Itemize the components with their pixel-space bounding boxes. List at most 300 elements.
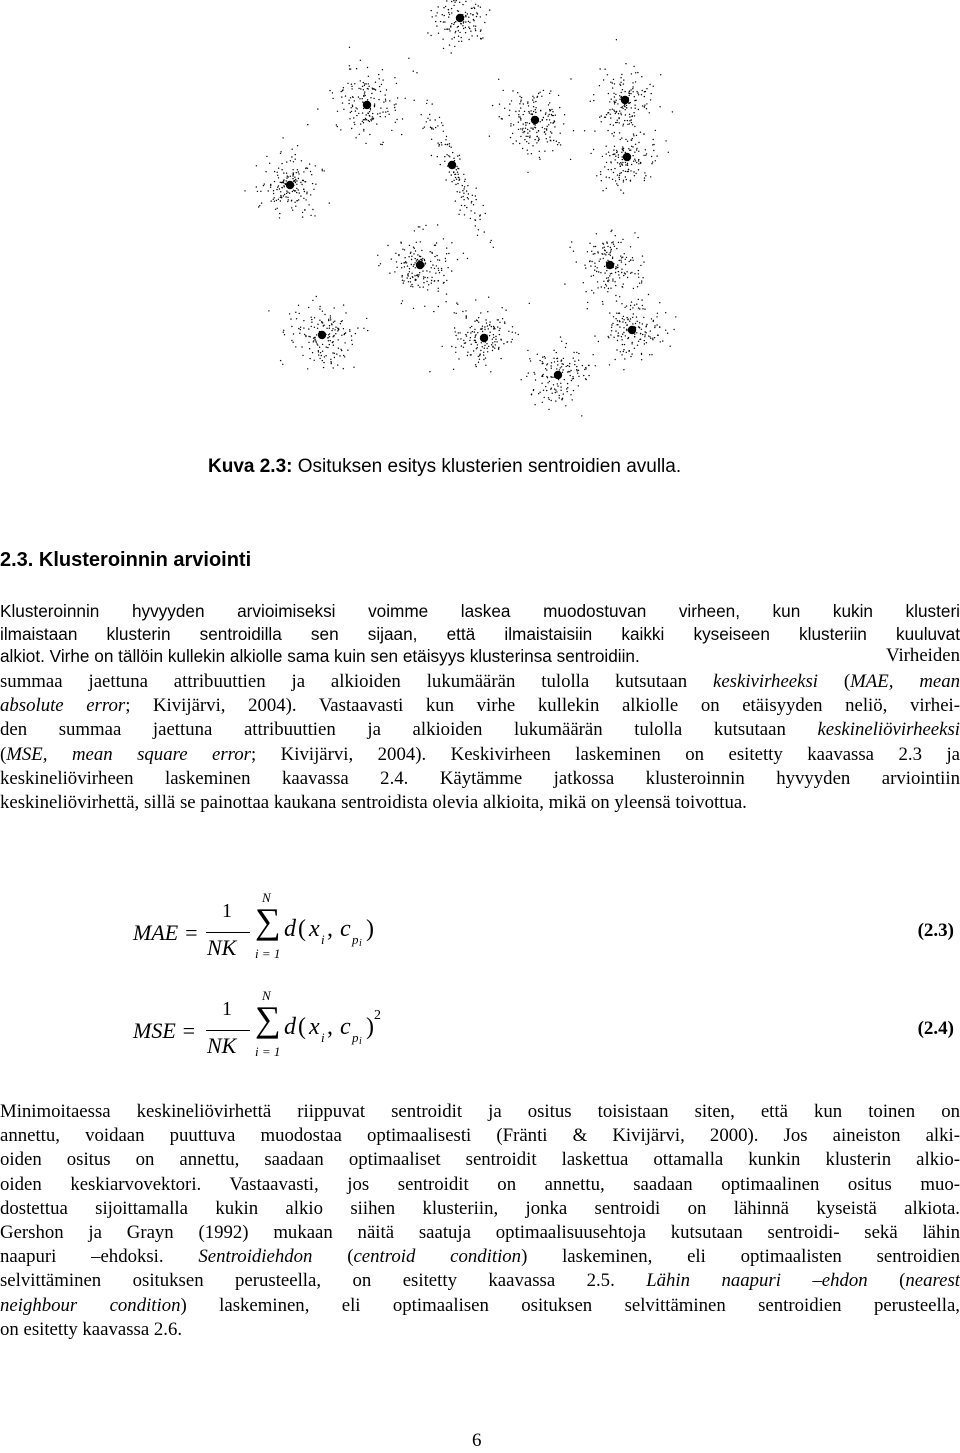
data-point	[611, 242, 612, 243]
data-point	[315, 340, 316, 341]
text-segment: on esitetty kaavassa 2.6.	[0, 1318, 183, 1340]
data-point	[650, 330, 651, 331]
data-point	[615, 266, 616, 267]
data-point	[456, 0, 457, 1]
equation-mse	[0, 988, 960, 1068]
data-point	[625, 335, 626, 336]
text-segment: annettu, voidaan puuttuva muodostaa optimaalisesti (Fränti & Kivijärvi, 2000). Jos aineiston alki-	[0, 1125, 960, 1147]
data-point	[499, 322, 500, 323]
data-point	[314, 339, 315, 340]
data-point	[431, 280, 432, 281]
data-point	[477, 13, 478, 14]
italic-text: centroid condition	[353, 1246, 522, 1268]
data-point	[642, 105, 643, 106]
data-point	[409, 245, 410, 246]
data-point	[403, 280, 404, 281]
data-point	[329, 344, 330, 345]
data-point	[367, 99, 368, 100]
data-point	[623, 83, 624, 84]
data-point	[465, 310, 466, 311]
data-point	[413, 253, 414, 254]
data-point	[626, 271, 627, 272]
data-point	[350, 68, 351, 69]
data-point	[597, 251, 598, 252]
data-point	[458, 358, 459, 359]
data-point	[638, 109, 639, 110]
data-point	[533, 372, 534, 373]
data-point	[352, 344, 353, 345]
data-point	[650, 338, 651, 339]
data-point	[635, 100, 636, 101]
data-point	[438, 145, 439, 146]
data-point	[608, 152, 609, 153]
data-point	[559, 395, 560, 396]
data-point	[532, 99, 533, 100]
data-point	[301, 184, 302, 185]
data-point	[349, 331, 350, 332]
paren-close: )	[366, 1014, 374, 1040]
data-point	[649, 336, 650, 337]
data-point	[621, 336, 622, 337]
data-point	[601, 115, 602, 116]
data-point	[380, 263, 381, 264]
data-point	[625, 109, 626, 110]
sum-lower: i = 1	[255, 946, 281, 961]
data-point	[466, 335, 467, 336]
data-point	[622, 344, 623, 345]
data-point	[485, 357, 486, 358]
data-point	[312, 209, 313, 210]
data-point	[608, 279, 609, 280]
data-point	[280, 153, 281, 154]
data-point	[600, 258, 601, 259]
data-point	[549, 381, 550, 382]
data-point	[529, 137, 530, 138]
data-point	[557, 144, 558, 145]
data-point	[595, 365, 596, 366]
data-point	[555, 389, 556, 390]
data-point	[589, 261, 590, 262]
data-point	[440, 164, 441, 165]
data-point	[548, 124, 549, 125]
data-point	[298, 178, 299, 179]
data-point	[495, 336, 496, 337]
data-point	[374, 106, 375, 107]
data-point	[651, 156, 652, 157]
data-point	[621, 107, 622, 108]
data-point	[465, 21, 466, 22]
data-point	[609, 155, 610, 156]
cluster	[590, 39, 674, 137]
data-point	[318, 351, 319, 352]
data-point	[617, 324, 618, 325]
data-point	[644, 334, 645, 335]
data-point	[380, 144, 381, 145]
data-point	[415, 267, 416, 268]
data-point	[523, 114, 524, 115]
data-point	[457, 172, 458, 173]
data-point	[606, 241, 607, 242]
data-point	[630, 93, 631, 94]
cluster	[429, 297, 530, 373]
data-point	[414, 230, 415, 231]
data-point	[566, 388, 567, 389]
data-point	[617, 264, 618, 265]
data-point	[634, 152, 635, 153]
text-segment: oiden keskiarvovektori. Vastaavasti, jos sentroidit on annettu, saadaan optimaalinen ositus muo-	[0, 1173, 960, 1195]
data-point	[606, 278, 607, 279]
data-point	[422, 128, 423, 129]
data-point	[593, 149, 594, 150]
data-point	[638, 277, 639, 278]
data-point	[642, 90, 643, 91]
data-point	[310, 215, 311, 216]
data-point	[470, 337, 471, 338]
data-point	[459, 32, 460, 33]
data-point	[655, 130, 656, 131]
data-point	[358, 96, 359, 97]
data-point	[617, 340, 618, 341]
data-point	[310, 336, 311, 337]
data-point	[281, 163, 282, 164]
data-point	[625, 259, 626, 260]
data-point	[382, 111, 383, 112]
data-point	[631, 353, 632, 354]
data-point	[612, 82, 613, 83]
data-point	[613, 135, 614, 136]
data-point	[526, 141, 527, 142]
data-point	[334, 321, 335, 322]
data-point	[404, 262, 405, 263]
data-point	[641, 282, 642, 283]
data-point	[337, 126, 338, 127]
data-point	[351, 107, 352, 108]
data-point	[291, 200, 292, 201]
data-point	[448, 9, 449, 10]
cluster	[521, 336, 597, 420]
data-point	[599, 261, 600, 262]
data-point	[363, 129, 364, 130]
data-point	[516, 140, 517, 141]
data-point	[413, 308, 414, 309]
data-point	[446, 0, 447, 1]
data-point	[535, 101, 536, 102]
data-point	[380, 107, 381, 108]
data-point	[642, 255, 643, 256]
data-point	[557, 361, 558, 362]
data-point	[426, 270, 427, 271]
data-point	[634, 333, 635, 334]
data-point	[632, 124, 633, 125]
data-point	[632, 88, 633, 89]
data-point	[619, 132, 620, 133]
data-point	[279, 213, 280, 214]
data-point	[539, 392, 540, 393]
data-point	[468, 17, 469, 18]
data-point	[402, 249, 403, 250]
data-point	[535, 379, 536, 380]
data-point	[593, 253, 594, 254]
data-point	[461, 345, 462, 346]
data-point	[411, 259, 412, 260]
data-point	[494, 348, 495, 349]
eq-c: c	[340, 916, 351, 942]
data-point	[480, 7, 481, 8]
data-point	[457, 155, 458, 156]
comma: ,	[327, 1014, 333, 1040]
data-point	[473, 204, 474, 205]
data-point	[436, 265, 437, 266]
data-point	[449, 28, 450, 29]
data-point	[591, 276, 592, 277]
data-point	[567, 365, 568, 366]
data-point	[295, 179, 296, 180]
data-point	[548, 397, 549, 398]
data-point	[620, 255, 621, 256]
data-point	[474, 331, 475, 332]
data-point	[645, 149, 646, 150]
data-point	[280, 182, 281, 183]
data-point	[623, 150, 624, 151]
data-point	[418, 274, 419, 275]
data-point	[473, 14, 474, 15]
data-point	[352, 106, 353, 107]
data-point	[657, 335, 658, 336]
data-point	[509, 115, 510, 116]
data-point	[610, 252, 611, 253]
data-point	[447, 267, 448, 268]
data-point	[642, 277, 643, 278]
data-point	[283, 179, 284, 180]
data-point	[640, 339, 641, 340]
data-point	[404, 257, 405, 258]
cluster	[564, 230, 645, 305]
data-point	[458, 11, 459, 12]
data-point	[638, 299, 639, 300]
data-point	[609, 177, 610, 178]
data-point	[273, 190, 274, 191]
data-point	[531, 394, 532, 395]
data-point	[414, 262, 415, 263]
data-point	[363, 89, 364, 90]
data-point	[427, 100, 428, 101]
data-point	[341, 96, 342, 97]
data-point	[593, 292, 594, 293]
data-point	[318, 354, 319, 355]
data-point	[475, 225, 476, 226]
cluster-centroid	[623, 153, 631, 161]
data-point	[652, 161, 653, 162]
data-point	[489, 324, 490, 325]
data-point	[534, 373, 535, 374]
data-point	[451, 242, 452, 243]
data-point	[604, 253, 605, 254]
eq-d: d	[284, 916, 296, 942]
data-point	[492, 342, 493, 343]
data-point	[550, 110, 551, 111]
data-point	[620, 85, 621, 86]
data-point	[364, 91, 365, 92]
data-point	[615, 159, 616, 160]
data-point	[325, 355, 326, 356]
data-point	[291, 207, 292, 208]
data-point	[547, 382, 548, 383]
data-point	[624, 253, 625, 254]
data-point	[553, 122, 554, 123]
data-point	[480, 312, 481, 313]
data-point	[634, 115, 635, 116]
data-point	[329, 336, 330, 337]
data-point	[489, 9, 490, 10]
data-point	[413, 266, 414, 267]
data-point	[467, 185, 468, 186]
data-point	[454, 327, 455, 328]
data-point	[293, 190, 294, 191]
data-point	[442, 346, 443, 347]
data-point	[335, 327, 336, 328]
data-point	[286, 190, 287, 191]
data-point	[425, 225, 426, 226]
data-point	[611, 324, 612, 325]
data-point	[606, 270, 607, 271]
data-point	[454, 2, 455, 3]
data-point	[672, 111, 673, 112]
data-point	[396, 83, 397, 84]
data-point	[539, 157, 540, 158]
data-point	[584, 369, 585, 370]
data-point	[541, 96, 542, 97]
data-point	[590, 265, 591, 266]
data-point	[316, 334, 317, 335]
data-point	[543, 390, 544, 391]
data-point	[463, 22, 464, 23]
data-point	[455, 352, 456, 353]
data-point	[457, 338, 458, 339]
cluster-centroid	[286, 181, 294, 189]
data-point	[479, 219, 480, 220]
data-point	[472, 331, 473, 332]
data-point	[623, 332, 624, 333]
data-point	[619, 175, 620, 176]
data-point	[582, 365, 583, 366]
data-point	[662, 340, 663, 341]
data-point	[317, 344, 318, 345]
data-point	[612, 241, 613, 242]
data-point	[522, 148, 523, 149]
data-point	[557, 383, 558, 384]
data-point	[396, 261, 397, 262]
data-point	[623, 181, 624, 182]
data-point	[634, 232, 635, 233]
page-number: 6	[472, 1430, 482, 1451]
data-point	[369, 111, 370, 112]
data-point	[451, 174, 452, 175]
data-point	[342, 90, 343, 91]
data-point	[553, 140, 554, 141]
data-point	[611, 249, 612, 250]
data-point	[611, 169, 612, 170]
data-point	[244, 190, 245, 191]
data-point	[420, 241, 421, 242]
data-point	[541, 383, 542, 384]
data-point	[543, 90, 544, 91]
data-point	[634, 336, 635, 337]
data-point	[378, 99, 379, 100]
data-point	[319, 347, 320, 348]
data-point	[341, 321, 342, 322]
data-point	[545, 112, 546, 113]
data-point	[623, 148, 624, 149]
data-point	[294, 177, 295, 178]
data-point	[351, 340, 352, 341]
data-point	[388, 114, 389, 115]
data-point	[372, 113, 373, 114]
data-point	[283, 182, 284, 183]
data-point	[379, 78, 380, 79]
text-line	[0, 743, 960, 767]
data-point	[311, 319, 312, 320]
text-line	[0, 1245, 960, 1269]
data-point	[607, 260, 608, 261]
data-point	[413, 247, 414, 248]
data-point	[456, 179, 457, 180]
data-point	[449, 146, 450, 147]
data-point	[277, 172, 278, 173]
data-point	[615, 180, 616, 181]
data-point	[610, 288, 611, 289]
data-point	[471, 201, 472, 202]
data-point	[322, 360, 323, 361]
cluster-centroid	[554, 371, 562, 379]
data-point	[456, 313, 457, 314]
data-point	[306, 192, 307, 193]
data-point	[619, 277, 620, 278]
data-point	[331, 330, 332, 331]
data-point	[413, 71, 414, 72]
data-point	[446, 29, 447, 30]
data-point	[533, 102, 534, 103]
data-point	[593, 94, 594, 95]
data-point	[596, 233, 597, 234]
data-point	[620, 242, 621, 243]
data-point	[654, 325, 655, 326]
data-point	[442, 125, 443, 126]
data-point	[471, 344, 472, 345]
data-point	[623, 369, 624, 370]
data-point	[477, 332, 478, 333]
data-point	[391, 130, 392, 131]
data-point	[355, 333, 356, 334]
data-point	[538, 93, 539, 94]
data-point	[621, 172, 622, 173]
data-point	[317, 324, 318, 325]
data-point	[645, 175, 646, 176]
data-point	[394, 107, 395, 108]
data-point	[360, 123, 361, 124]
data-point	[340, 349, 341, 350]
data-point	[536, 97, 537, 98]
data-point	[633, 91, 634, 92]
data-point	[608, 337, 609, 338]
data-point	[469, 22, 470, 23]
data-point	[302, 216, 303, 217]
data-point	[563, 364, 564, 365]
data-point	[431, 127, 432, 128]
data-point	[616, 122, 617, 123]
data-point	[489, 136, 490, 137]
data-point	[638, 142, 639, 143]
data-point	[382, 69, 383, 70]
